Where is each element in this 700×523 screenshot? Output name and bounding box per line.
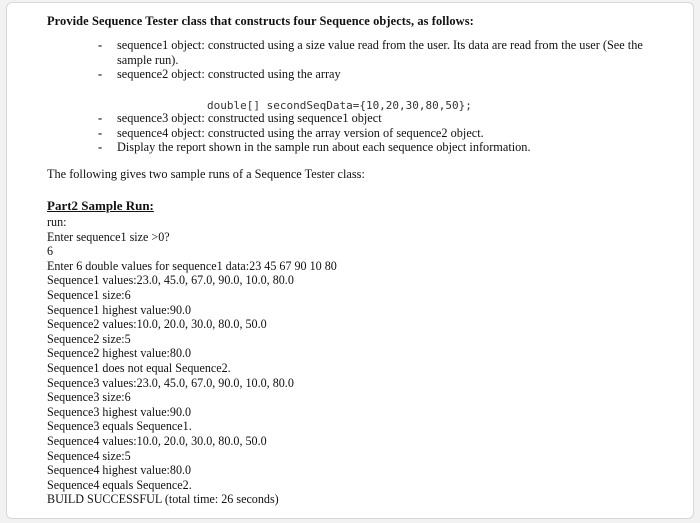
sample-run-line: Sequence3 values:23.0, 45.0, 67.0, 90.0, 10.0, 80.0 (47, 375, 294, 390)
sample-run-line: Sequence2 size:5 (47, 331, 131, 346)
bullet-item-sequence4 (98, 126, 678, 141)
bullet-list-bottom (98, 111, 678, 155)
sample-run-output (47, 215, 337, 507)
bullet-text: sequence2 object: constructed using the array (117, 67, 341, 81)
bullet-text: sequence1 object: constructed using a size value read from the user. Its data are read from the user (See the sample run). (117, 38, 643, 67)
sample-run-line: Sequence1 highest value:90.0 (47, 302, 192, 317)
document-page (6, 2, 694, 519)
bullet-item-display-report (98, 140, 678, 155)
sample-run-line: Sequence1 size:6 (47, 287, 131, 302)
sample-run-line: Sequence3 highest value:90.0 (47, 404, 192, 419)
sample-run-line: Sequence4 values:10.0, 20.0, 30.0, 80.0, 50.0 (47, 433, 267, 448)
sample-run-line: 6 (47, 244, 54, 259)
code-snippet: double[] secondSeqData={10,20,30,80,50}; (207, 99, 472, 112)
part-title: Part2 Sample Run: (47, 198, 154, 213)
bullet-item-sequence2 (98, 67, 678, 82)
intro-text: The following gives two sample runs of a Sequence Tester class: (47, 167, 365, 181)
sample-run-line: Sequence4 highest value:80.0 (47, 463, 192, 478)
sample-run-line: Sequence1 values:23.0, 45.0, 67.0, 90.0, 10.0, 80.0 (47, 273, 294, 288)
sample-run-line: Enter sequence1 size >0? (47, 229, 170, 244)
bullet-marker: - (98, 111, 103, 125)
bullet-list-top (98, 38, 678, 82)
sample-run-line: Sequence2 highest value:80.0 (47, 346, 192, 361)
bullet-item-sequence1 (98, 38, 678, 67)
sample-run-line: Sequence3 equals Sequence1. (47, 419, 192, 434)
sample-run-line: BUILD SUCCESSFUL (total time: 26 seconds) (47, 492, 279, 507)
assignment-heading: Provide Sequence Tester class that constructs four Sequence objects, as follows: (47, 14, 474, 28)
sample-run-line: Sequence2 values:10.0, 20.0, 30.0, 80.0, 50.0 (47, 317, 267, 332)
sample-run-line: Sequence3 size:6 (47, 390, 131, 405)
sample-run-line: Sequence1 does not equal Sequence2. (47, 360, 231, 375)
bullet-marker: - (98, 38, 103, 52)
bullet-text: Display the report shown in the sample run about each sequence object information. (117, 140, 531, 154)
sample-run-line: Sequence4 equals Sequence2. (47, 477, 192, 492)
sample-run-line: Sequence4 size:5 (47, 448, 131, 463)
bullet-marker: - (98, 67, 103, 81)
bullet-item-sequence3 (98, 111, 678, 126)
sample-run-line: run: (47, 215, 67, 229)
bullet-marker: - (98, 125, 103, 140)
sample-run-line: Enter 6 double values for sequence1 data:23 45 67 90 10 80 (47, 258, 337, 273)
bullet-marker: - (98, 140, 103, 154)
bullet-text: sequence3 object: constructed using sequence1 object (117, 111, 382, 125)
bullet-text: sequence4 object: constructed using the array version of sequence2 object. (117, 125, 484, 140)
